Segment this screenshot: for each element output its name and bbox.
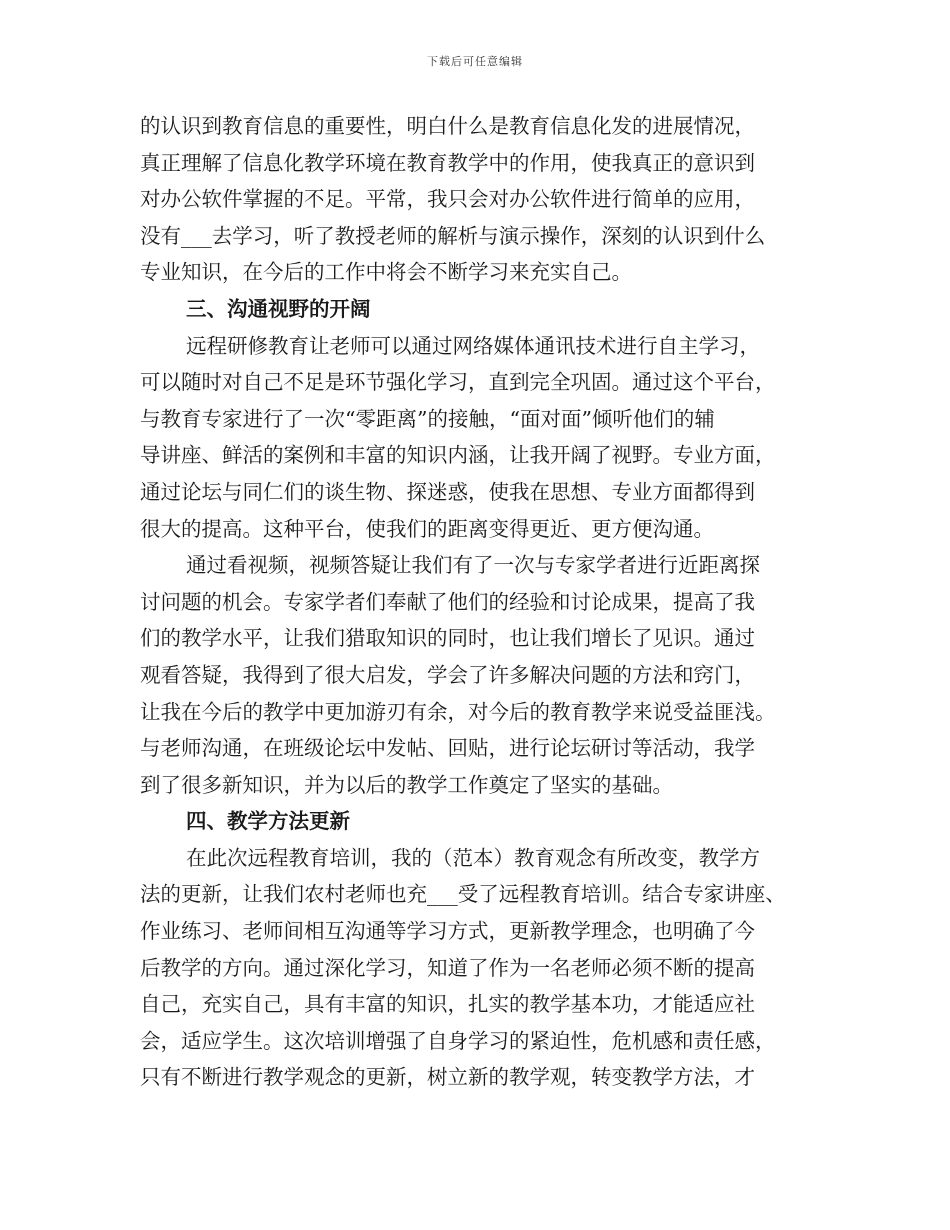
- section-heading-4: 四、教学方法更新: [186, 809, 350, 834]
- body-line: 会，适应学生。这次培训增强了自身学习的紧迫性，危机感和责任感，: [140, 1028, 776, 1053]
- body-line: 很大的提高。这种平台，使我们的距离变得更近、更方便沟通。: [140, 516, 714, 541]
- body-line: 到了很多新知识，并为以后的教学工作奠定了坚实的基础。: [140, 772, 673, 797]
- body-line: 们的教学水平，让我们猎取知识的同时，也让我们增长了见识。通过: [140, 626, 755, 651]
- body-line: 没有___去学习，听了教授老师的解析与演示操作，深刻的认识到什么: [140, 223, 766, 248]
- body-line: 法的更新，让我们农村老师也充___受了远程教育培训。结合专家讲座、: [140, 882, 786, 907]
- body-line: 观看答疑，我得到了很大启发，学会了许多解决问题的方法和窍门，: [140, 662, 755, 687]
- body-line: 与教育专家进行了一次“零距离”的接触，“面对面”倾听他们的辅: [140, 406, 715, 431]
- document-body: [140, 108, 812, 1096]
- body-line: 的认识到教育信息的重要性，明白什么是教育信息化发的进展情况，: [140, 114, 755, 138]
- paragraph-start-line: 通过看视频，视频答疑让我们有了一次与专家学者进行近距离探: [186, 553, 760, 578]
- paragraph-start-line: 在此次远程教育培训，我的（范本）教育观念有所改变，教学方: [186, 845, 760, 870]
- header-note: 下载后可任意编辑: [427, 55, 523, 68]
- body-line: 与老师沟通，在班级论坛中发帖、回贴，进行论坛研讨等活动，我学: [140, 736, 755, 761]
- body-line: 对办公软件掌握的不足。平常，我只会对办公软件进行简单的应用，: [140, 187, 755, 212]
- body-line: 作业练习、老师间相互沟通等学习方式，更新教学理念，也明确了今: [140, 919, 755, 944]
- body-line: 导讲座、鲜活的案例和丰富的知识内涵，让我开阔了视野。专业方面，: [140, 443, 776, 468]
- body-line: 专业知识，在今后的工作中将会不断学习来充实自己。: [140, 260, 632, 285]
- body-line: 自己，充实自己，具有丰富的知识，扎实的教学基本功，才能适应社: [140, 992, 755, 1017]
- body-line: 让我在今后的教学中更加游刃有余，对今后的教育教学来说受益匪浅。: [140, 699, 776, 724]
- section-heading-3: 三、沟通视野的开阔: [186, 296, 371, 321]
- paragraph-start-line: 远程研修教育让老师可以通过网络媒体通讯技术进行自主学习，: [186, 333, 760, 358]
- body-line: 通过论坛与同仁们的谈生物、探迷惑，使我在思想、专业方面都得到: [140, 479, 755, 504]
- body-line: 真正理解了信息化教学环境在教育教学中的作用，使我真正的意识到: [140, 150, 755, 175]
- body-line: 只有不断进行教学观念的更新，树立新的教学观，转变教学方法，才: [140, 1065, 755, 1090]
- body-line: 后教学的方向。通过深化学习，知道了作为一名老师必须不断的提高: [140, 955, 755, 980]
- body-line: 可以随时对自己不足是环节强化学习，直到完全巩固。通过这个平台，: [140, 370, 776, 395]
- body-line: 讨问题的机会。专家学者们奉献了他们的经验和讨论成果，提高了我: [140, 589, 755, 614]
